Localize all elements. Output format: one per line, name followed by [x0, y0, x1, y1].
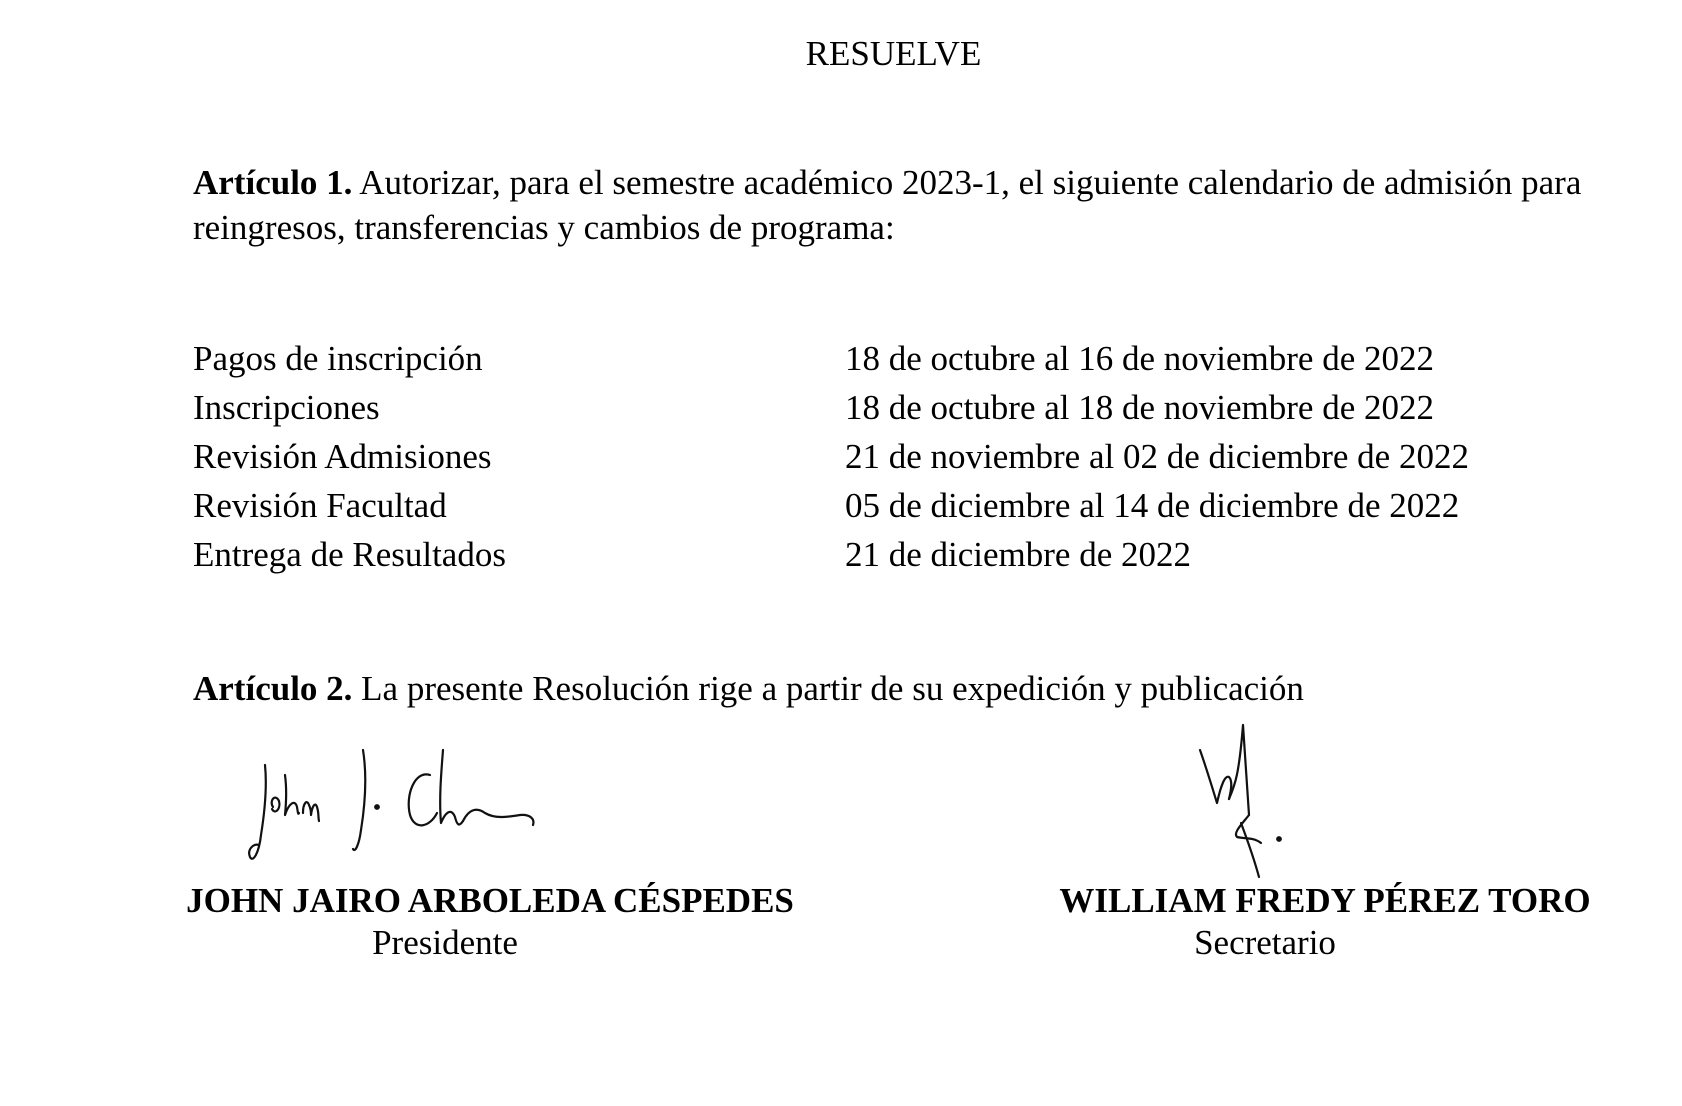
signer-name-president: JOHN JAIRO ARBOLEDA CÉSPEDES [186, 881, 794, 920]
admission-schedule [193, 334, 1593, 579]
section-heading: RESUELVE [805, 34, 982, 73]
schedule-row [193, 530, 1593, 579]
signer-role-president: Presidente [372, 923, 518, 962]
signer-name-secretary: WILLIAM FREDY PÉREZ TORO [1059, 881, 1591, 920]
article-1-label: Artículo 1. [193, 163, 353, 202]
schedule-date: 18 de octubre al 18 de noviembre de 2022 [845, 388, 1434, 427]
signature-president [245, 735, 565, 875]
schedule-label: Entrega de Resultados [193, 535, 506, 574]
schedule-row [193, 432, 1593, 481]
article-2 [193, 666, 1613, 711]
schedule-label: Pagos de inscripción [193, 339, 483, 378]
schedule-date: 05 de diciembre al 14 de diciembre de 2022 [845, 486, 1460, 525]
schedule-label: Revisión Facultad [193, 486, 447, 525]
signer-role-secretary: Secretario [1194, 923, 1336, 962]
schedule-row [193, 334, 1593, 383]
schedule-date: 18 de octubre al 16 de noviembre de 2022 [845, 339, 1434, 378]
article-2-label: Artículo 2. [193, 669, 353, 708]
schedule-label: Inscripciones [193, 388, 380, 427]
schedule-row [193, 481, 1593, 530]
signature-secretary [1195, 715, 1310, 885]
schedule-row [193, 383, 1593, 432]
article-2-text: La presente Resolución rige a partir de su expedición y publicación [352, 669, 1304, 708]
schedule-label: Revisión Admisiones [193, 437, 492, 476]
schedule-date: 21 de noviembre al 02 de diciembre de 2022 [845, 437, 1469, 476]
schedule-date: 21 de diciembre de 2022 [845, 535, 1192, 574]
article-1 [193, 160, 1613, 250]
article-1-text: Autorizar, para el semestre académico 2023-1, el siguiente calendario de admisión para reingresos, transferencias y cambios de programa: [193, 163, 1582, 247]
